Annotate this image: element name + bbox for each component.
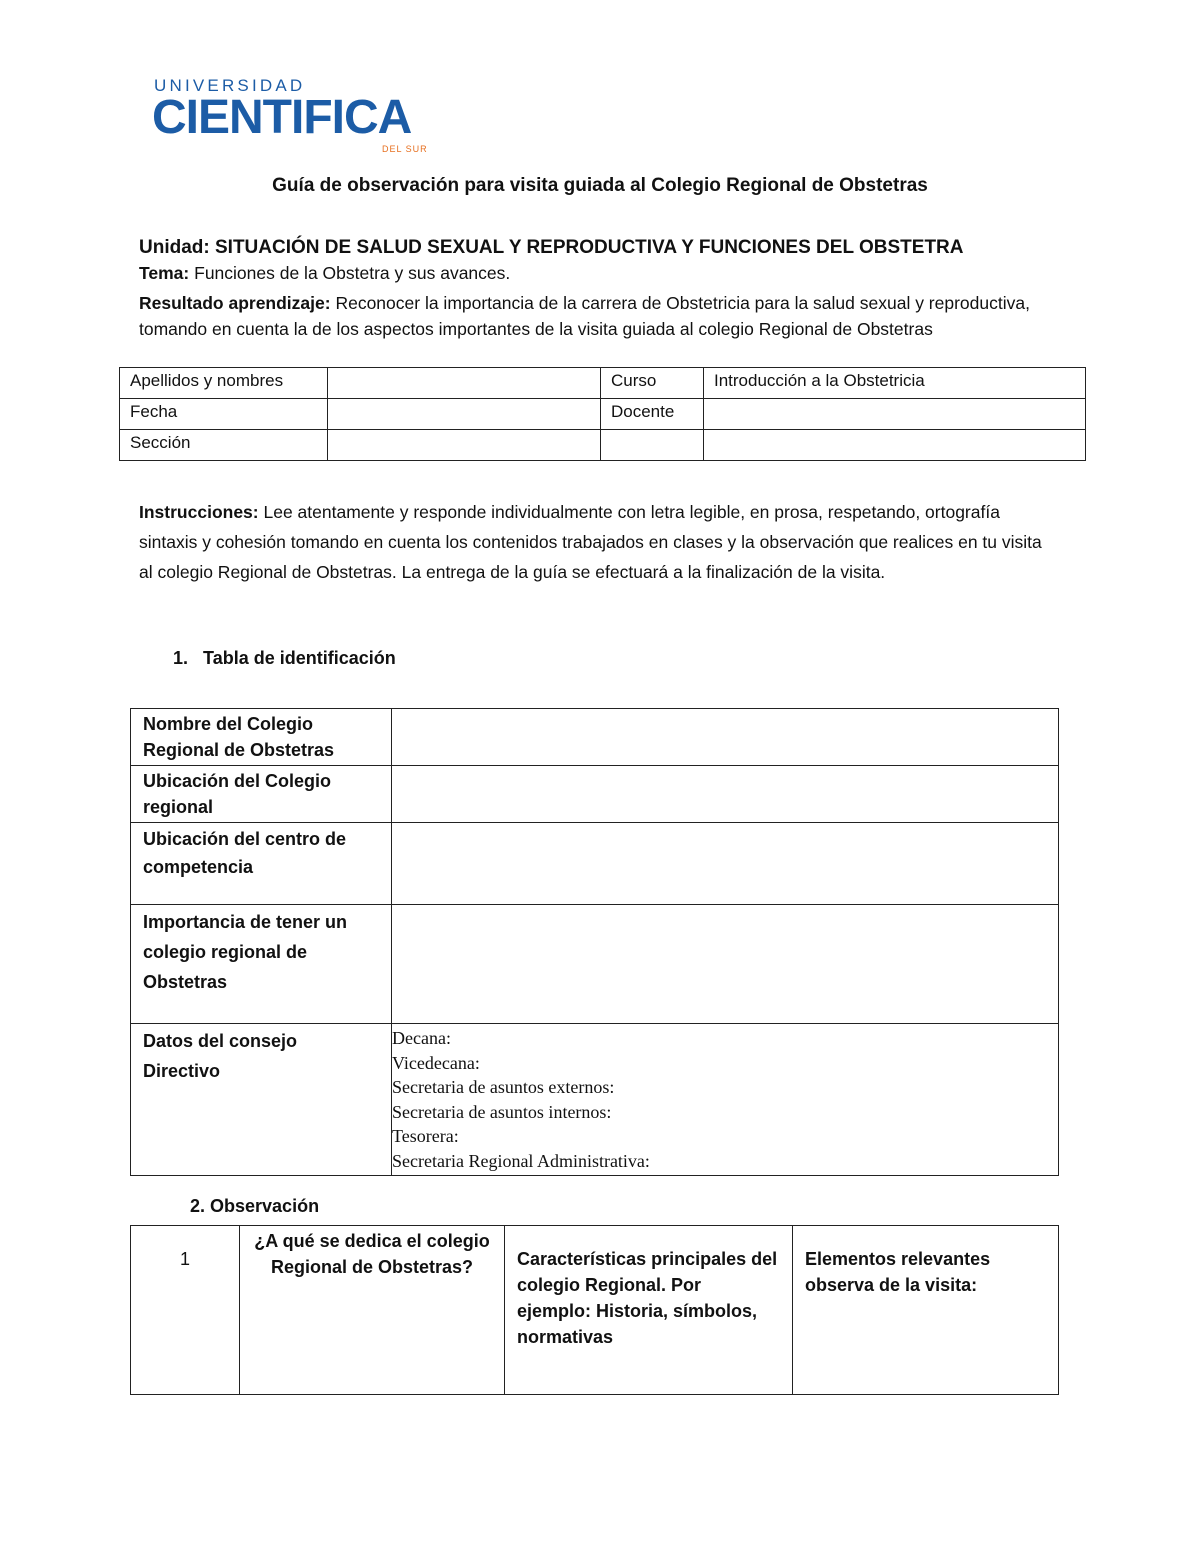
consejo-directivo-cell[interactable] — [392, 1024, 1059, 1176]
apellidos-label: Apellidos y nombres — [120, 368, 328, 399]
consejo-item: Secretaria de asuntos externos: — [392, 1077, 615, 1097]
ident-answer-cell[interactable] — [392, 766, 1059, 823]
table-row — [131, 766, 1059, 823]
ident-answer-cell[interactable] — [392, 709, 1059, 766]
docente-label: Docente — [601, 399, 704, 430]
section-2-heading: 2. Observación — [190, 1196, 320, 1216]
ident-label: Nombre del Colegio Regional de Obstetras — [131, 709, 392, 766]
apellidos-input[interactable] — [328, 368, 601, 399]
instructions-label: Instrucciones: — [139, 502, 259, 522]
table-row — [131, 905, 1059, 1024]
observation-number: 1 — [131, 1226, 240, 1395]
tema-value: Funciones de la Obstetra y sus avances. — [194, 263, 511, 283]
consejo-item: Vicedecana: — [392, 1052, 480, 1073]
logo-line-3: DEL SUR — [382, 144, 428, 154]
fecha-label: Fecha — [120, 399, 328, 430]
logo-line-1: UNIVERSIDAD — [154, 76, 306, 95]
tema-line — [139, 260, 510, 286]
seccion-label: Sección — [120, 430, 328, 461]
docente-input[interactable] — [704, 399, 1086, 430]
instructions-text: Lee atentamente y responde individualmente con letra legible, en prosa, respetando, ortografía sintaxis y cohesión tomando en cuenta los contenidos trabajados en clases y la observación que realices en tu visita al colegio Regional de Obstetras. La entrega de la guía se efectuará a la finalización de la visita. — [139, 502, 1042, 582]
table-row — [131, 709, 1059, 766]
curso-label: Curso — [601, 368, 704, 399]
section-1-heading — [173, 648, 396, 669]
curso-value: Introducción a la Obstetricia — [704, 368, 1086, 399]
unidad-label: Unidad: — [139, 237, 210, 258]
consejo-item: Secretaria de asuntos internos: — [392, 1101, 612, 1122]
table-row — [120, 368, 1086, 399]
resultado-value: Reconocer la importancia de la carrera de Obstetricia para la salud sexual y reproductiva, tomando en cuenta la de los aspectos importantes de la visita guiada al colegio Regional de Obstetras — [139, 293, 1030, 339]
empty-cell — [601, 430, 704, 461]
ident-label: Datos del consejo Directivo — [131, 1024, 392, 1176]
ident-label: Ubicación del centro de competencia — [131, 823, 392, 905]
university-logo — [152, 76, 442, 156]
consejo-item: Decana: — [392, 1028, 451, 1048]
page-title: Guía de observación para visita guiada al Colegio Regional de Obstetras — [272, 175, 928, 196]
ident-answer-cell[interactable] — [392, 823, 1059, 905]
unidad-value: SITUACIÓN DE SALUD SEXUAL Y REPRODUCTIVA Y FUNCIONES DEL OBSTETRA — [215, 237, 964, 258]
observation-question: ¿A qué se dedica el colegio Regional de Obstetras? — [240, 1226, 505, 1395]
identification-table — [130, 708, 1059, 1176]
resultado-label: Resultado aprendizaje: — [139, 293, 331, 313]
ident-label: Ubicación del Colegio regional — [131, 766, 392, 823]
table-row — [131, 823, 1059, 905]
section-1-title: Tabla de identificación — [203, 648, 396, 668]
table-row — [120, 399, 1086, 430]
resultado-line — [139, 290, 1039, 342]
table-row — [131, 1226, 1059, 1395]
unidad-line — [139, 235, 964, 261]
seccion-input[interactable] — [328, 430, 601, 461]
student-info-table — [119, 367, 1086, 461]
fecha-input[interactable] — [328, 399, 601, 430]
observation-table — [130, 1225, 1059, 1395]
observation-elementos: Elementos relevantes observa de la visita: — [793, 1226, 1059, 1395]
observation-caracteristicas: Características principales del colegio Regional. Por ejemplo: Historia, símbolos, normativas — [505, 1226, 793, 1395]
ident-answer-cell[interactable] — [392, 905, 1059, 1024]
table-row — [131, 1024, 1059, 1176]
ident-label: Importancia de tener un colegio regional de Obstetras — [131, 905, 392, 1024]
consejo-item: Secretaria Regional Administrativa: — [392, 1150, 650, 1171]
consejo-item: Tesorera: — [392, 1126, 459, 1146]
empty-cell — [704, 430, 1086, 461]
instructions — [139, 497, 1059, 587]
tema-label: Tema: — [139, 263, 190, 283]
table-row — [120, 430, 1086, 461]
logo-line-2: CIENTIFICA — [152, 91, 412, 144]
section-1-number: 1. — [173, 648, 189, 668]
